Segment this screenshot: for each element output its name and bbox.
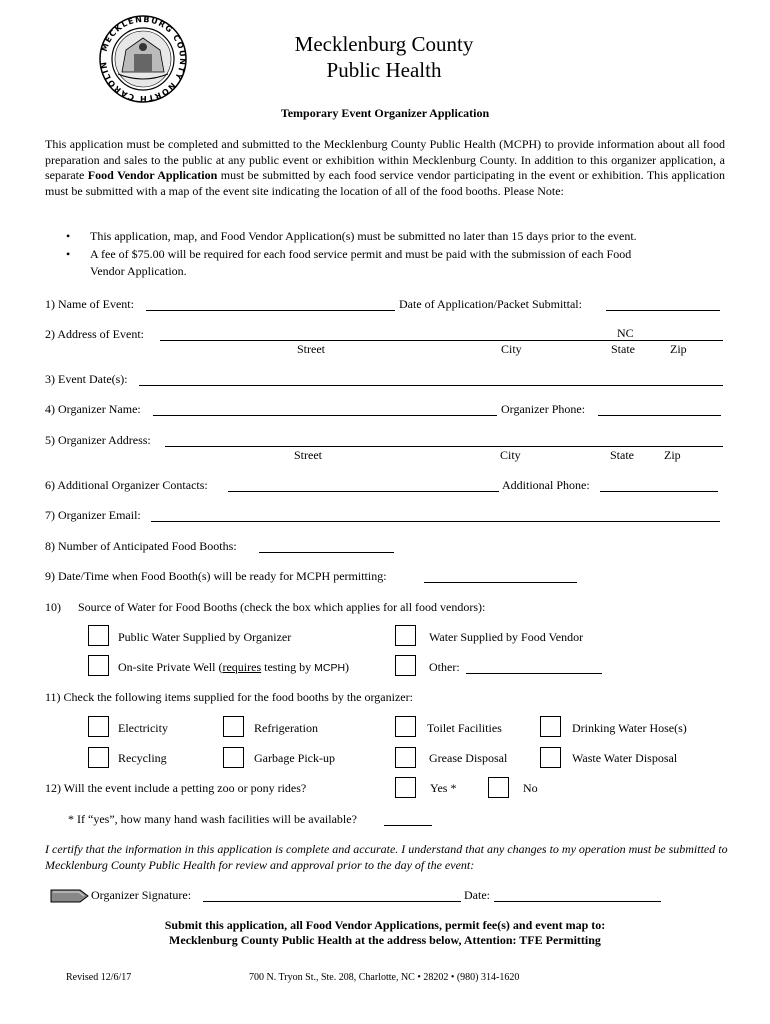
seal-icon xyxy=(98,14,188,104)
organizer-address-input[interactable] xyxy=(165,433,723,447)
footer-address: 700 N. Tryon St., Ste. 208, Charlotte, NC • 28202 • (980) 314-1620 xyxy=(249,972,520,983)
recycling-label: Recycling xyxy=(118,751,167,765)
bullet-2: A fee of $75.00 will be required for each food service permit and must be paid with the submission of each Food xyxy=(90,247,632,261)
event-name-input[interactable] xyxy=(146,297,395,311)
electricity-checkbox[interactable] xyxy=(88,716,109,737)
q6-label: 6) Additional Organizer Contacts: xyxy=(45,478,208,492)
booth-count-input[interactable] xyxy=(259,539,394,553)
q10-number: 10) xyxy=(45,600,61,614)
petting-zoo-yes-checkbox[interactable] xyxy=(395,777,416,798)
hose-label: Drinking Water Hose(s) xyxy=(572,721,687,735)
bullet-dot: • xyxy=(66,229,71,243)
yes-label: Yes * xyxy=(430,781,457,795)
zip-caption: Zip xyxy=(664,448,681,462)
wastewater-checkbox[interactable] xyxy=(540,747,561,768)
date-label: Date: xyxy=(464,888,490,902)
private-well-label xyxy=(118,660,349,675)
toilet-checkbox[interactable] xyxy=(395,716,416,737)
hose-checkbox[interactable] xyxy=(540,716,561,737)
organizer-signature-input[interactable] xyxy=(203,888,461,902)
intro-text-2: must be submitted by each food service vendor participating in the event or exhibition. This application must be submitted with a map of the event site indicating the location of all of the food booths. Please Note: xyxy=(45,168,725,198)
q6b-label: Additional Phone: xyxy=(502,478,590,492)
grease-checkbox[interactable] xyxy=(395,747,416,768)
well-text-a: On-site Private Well ( xyxy=(118,660,223,674)
city-caption: City xyxy=(501,342,522,356)
county-seal xyxy=(98,14,188,104)
intro-paragraph xyxy=(45,137,725,199)
intro-bold: Food Vendor Application xyxy=(87,168,218,182)
submit-instructions-1: Submit this application, all Food Vendor Applications, permit fee(s) and event map to: xyxy=(164,918,606,932)
recycling-checkbox[interactable] xyxy=(88,747,109,768)
toilet-label: Toilet Facilities xyxy=(427,721,502,735)
street-caption: Street xyxy=(294,448,322,462)
refrigeration-label: Refrigeration xyxy=(254,721,318,735)
seal-text: MECKLENBURG COUNTY NORTH CAROLIN xyxy=(98,14,188,104)
refrigeration-checkbox[interactable] xyxy=(223,716,244,737)
q5-label: 5) Organizer Address: xyxy=(45,433,151,447)
signature-label: Organizer Signature: xyxy=(91,888,192,902)
well-text-mcph: MCPH xyxy=(314,662,346,674)
q3-label: 3) Event Date(s): xyxy=(45,372,128,386)
garbage-checkbox[interactable] xyxy=(223,747,244,768)
submittal-date-input[interactable] xyxy=(606,297,720,311)
other-water-input[interactable] xyxy=(466,660,602,674)
other-water-label: Other: xyxy=(429,660,460,674)
submit-instructions-2: Mecklenburg County Public Health at the address below, Attention: TFE Permitting xyxy=(169,933,601,947)
form-title: Temporary Event Organizer Application xyxy=(280,106,490,120)
handwash-question: * If “yes”, how many hand wash facilities will be available? xyxy=(68,812,357,826)
additional-phone-input[interactable] xyxy=(600,478,718,492)
q1b-label: Date of Application/Packet Submittal: xyxy=(399,297,582,311)
q2-label: 2) Address of Event: xyxy=(45,327,144,341)
state-caption: State xyxy=(611,342,635,356)
zip-caption: Zip xyxy=(670,342,687,356)
other-water-checkbox[interactable] xyxy=(395,655,416,676)
public-water-label: Public Water Supplied by Organizer xyxy=(118,630,292,644)
private-well-checkbox[interactable] xyxy=(88,655,109,676)
q4b-label: Organizer Phone: xyxy=(501,402,586,416)
handwash-count-input[interactable] xyxy=(384,812,432,826)
page-title-line1: Mecklenburg County xyxy=(294,32,474,56)
arrow-icon xyxy=(50,887,90,910)
event-dates-input[interactable] xyxy=(139,372,723,386)
vendor-water-label: Water Supplied by Food Vendor xyxy=(429,630,584,644)
well-text-b: testing by xyxy=(261,660,315,674)
certification-text: I certify that the information in this application is complete and accurate. I understand that any changes to my operation must be submitted to Mecklenburg County Public Health for review and approval prior to the day of the event: xyxy=(45,842,728,872)
q9-label: 9) Date/Time when Food Booth(s) will be ready for MCPH permitting: xyxy=(45,569,387,583)
booth-ready-input[interactable] xyxy=(424,569,577,583)
no-label: No xyxy=(523,781,538,795)
intro-text-1: This application must be completed and submitted to the Mecklenburg County Public Health (MCPH) to provide information about all food preparation and sales to the public at any public event or exhibition within Mecklenburg County. In addition to this organizer application, a separate xyxy=(45,137,725,182)
grease-label: Grease Disposal xyxy=(429,751,508,765)
state-caption: State xyxy=(610,448,634,462)
electricity-label: Electricity xyxy=(118,721,168,735)
organizer-phone-input[interactable] xyxy=(598,402,721,416)
page-title-line2: Public Health xyxy=(326,58,442,82)
additional-contacts-input[interactable] xyxy=(228,478,499,492)
well-text-requires: requires xyxy=(222,660,262,674)
q12-label: 12) Will the event include a petting zoo or pony rides? xyxy=(45,781,307,795)
bullet-dot: • xyxy=(66,247,71,261)
well-text-d: ) xyxy=(345,660,350,674)
bullet-2-cont: Vendor Application. xyxy=(90,264,187,278)
garbage-label: Garbage Pick-up xyxy=(254,751,335,765)
revised-date: Revised 12/6/17 xyxy=(66,972,132,983)
wastewater-label: Waste Water Disposal xyxy=(572,751,678,765)
q7-label: 7) Organizer Email: xyxy=(45,508,141,522)
q1-label: 1) Name of Event: xyxy=(45,297,134,311)
event-state-value: NC xyxy=(617,326,634,340)
street-caption: Street xyxy=(297,342,325,356)
q11-label: 11) Check the following items supplied for the food booths by the organizer: xyxy=(45,690,413,704)
q4-label: 4) Organizer Name: xyxy=(45,402,141,416)
signature-date-input[interactable] xyxy=(494,888,661,902)
petting-zoo-no-checkbox[interactable] xyxy=(488,777,509,798)
event-address-input[interactable] xyxy=(160,327,723,341)
organizer-email-input[interactable] xyxy=(151,508,720,522)
q10-label: Source of Water for Food Booths (check the box which applies for all food vendors): xyxy=(78,600,486,614)
public-water-checkbox[interactable] xyxy=(88,625,109,646)
organizer-name-input[interactable] xyxy=(153,402,497,416)
bullet-1: This application, map, and Food Vendor Application(s) must be submitted no later than 15 days prior to the event. xyxy=(90,229,637,243)
q8-label: 8) Number of Anticipated Food Booths: xyxy=(45,539,237,553)
city-caption: City xyxy=(500,448,521,462)
vendor-water-checkbox[interactable] xyxy=(395,625,416,646)
